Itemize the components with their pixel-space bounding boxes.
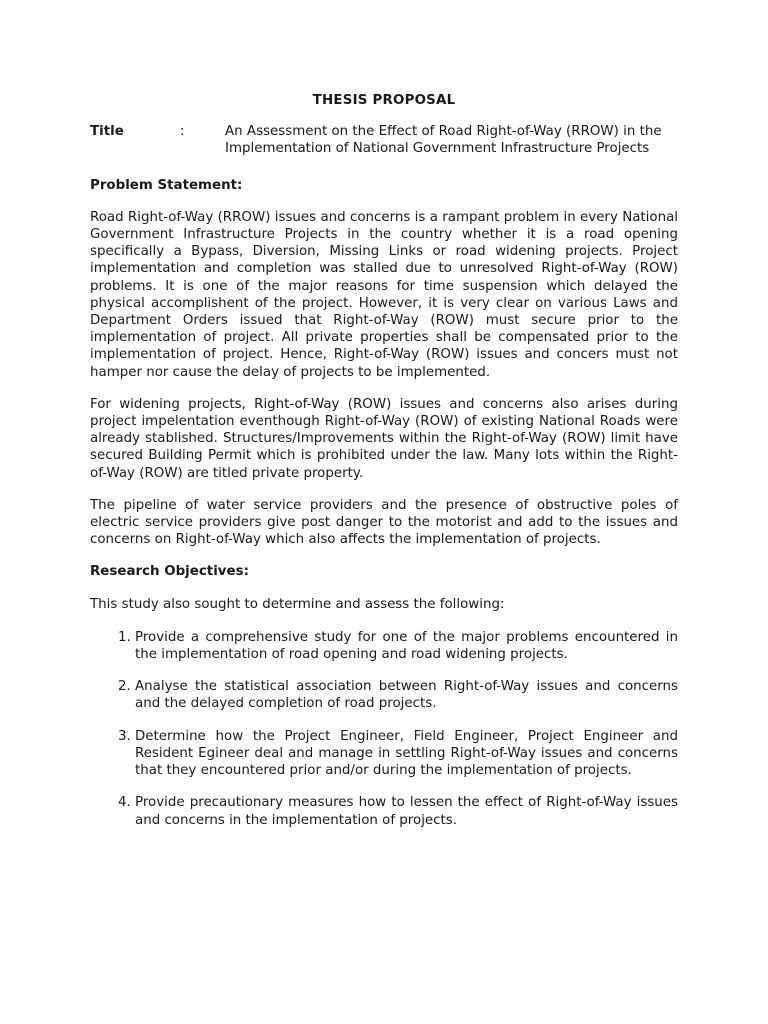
- title-line-1: An Assessment on the Effect of Road Right-of-Way (RROW) in the: [225, 124, 662, 140]
- document-page: [90, 92, 678, 844]
- objective-item: 3. Determine how the Project Engineer, Field Engineer, Project Engineer and Resident Egineer deal and manage in settling Right-of-Way issues and concerns that they encountered prior and/or during the implementation of projects.: [135, 728, 678, 780]
- title-row: [90, 123, 678, 157]
- title-colon: :: [180, 124, 185, 140]
- objective-item: 4. Provide precautionary measures how to lessen the effect of Right-of-Way issues and concerns in the implementation of projects.: [135, 794, 678, 828]
- problem-paragraph-3: The pipeline of water service providers and the presence of obstructive poles of electric service providers give post danger to the motorist and add to the issues and concerns on Right-of-Way which also affects the implementation of projects.: [90, 497, 678, 548]
- objectives-list: [90, 629, 678, 829]
- problem-paragraph-1: Road Right-of-Way (RROW) issues and concerns is a rampant problem in every National Government Infrastructure Projects in the country whether it is a road opening specifically a Bypass, Diversion, Missing Links or road widening projects. Project implementation and completion was stalled due to unresolved Right-of-Way (ROW) problems. It is one of the major reasons for time suspension which delayed the physical accomplishent of the project. However, it is very clear on various Laws and Department Orders issued that Right-of-Way (ROW) must secure prior to the implementation of project. All private properties shall be compensated prior to the implementation of project. Hence, Right-of-Way (ROW) issues and concers must not hamper nor cause the delay of projects to be implemented.: [90, 209, 678, 380]
- research-objectives-heading: Research Objectives:: [90, 564, 249, 580]
- title-text: [225, 123, 678, 157]
- objective-item: 1. Provide a comprehensive study for one of the major problems encountered in the implementation of road opening and road widening projects.: [135, 629, 678, 663]
- title-label: Title: [90, 124, 124, 140]
- title-line-2: Implementation of National Government Infrastructure Projects: [225, 141, 650, 157]
- objectives-intro: This study also sought to determine and assess the following:: [90, 596, 505, 612]
- objective-item: 2. Analyse the statistical association between Right-of-Way issues and concerns and the delayed completion of road projects.: [135, 678, 678, 712]
- document-heading: THESIS PROPOSAL: [312, 93, 456, 108]
- problem-paragraph-2: For widening projects, Right-of-Way (ROW) issues and concerns also arises during project impelentation eventhough Right-of-Way (ROW) of existing National Roads were already stablished. Structures/Improvements within the Right-of-Way (ROW) limit have secured Building Permit which is prohibited under the law. Many lots within the Right-of-Way (ROW) are titled private property.: [90, 396, 678, 481]
- problem-statement-heading: Problem Statement:: [90, 177, 243, 193]
